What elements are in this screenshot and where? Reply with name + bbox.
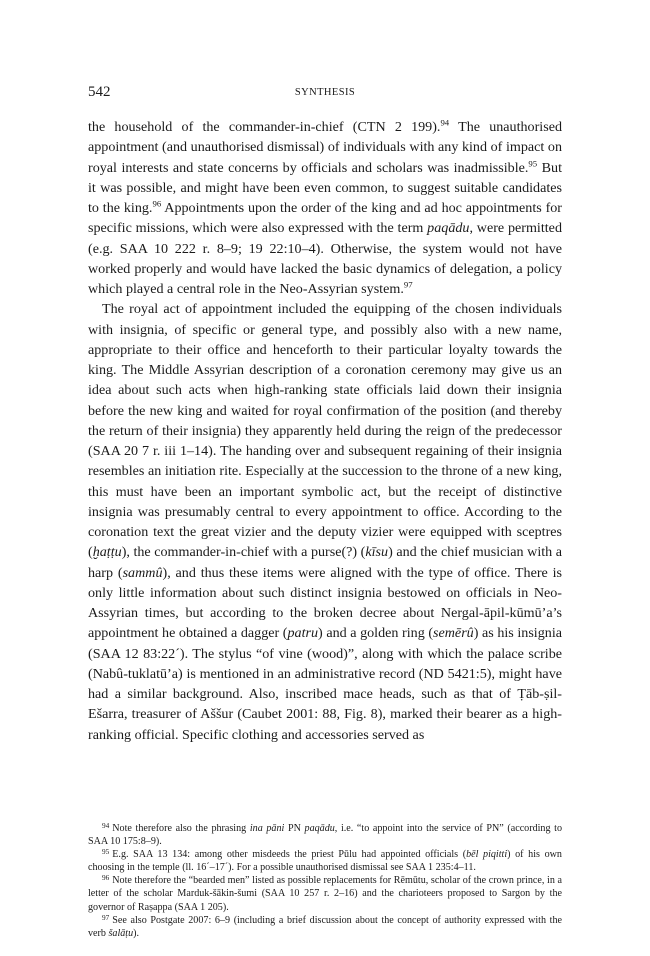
footnote-ref-96[interactable]: 96 bbox=[152, 198, 162, 209]
page-number: 542 bbox=[88, 84, 111, 100]
page-header bbox=[88, 84, 562, 104]
footnote-96: $^{96}$ Note therefore the “bearded men” listed as possible replacements for Rēmūtu, scholar of the crown prince, in a letter of the scholar Marduk-šākin-šumi (SAA 10 257 r. 2–16) and the charioteers proposed to Sargon by the governor of Raṣappa (SAA 1 205). bbox=[88, 874, 562, 913]
footnote-95: $^{95}$ E.g. SAA 13 134: among other misdeeds the priest Pūlu had appointed officials (bēl piqitti) of his own choosing in the temple (ll. 16´–17´). For a possible unauthorised dismissal see SAA 1 235:4–11. bbox=[88, 848, 562, 874]
main-text bbox=[88, 117, 562, 745]
paragraph-1: the household of the commander-in-chief (CTN 2 199).$^{94}$ The unauthorised appointment (and unauthorised dismissal) of individuals with any kind of impact on royal interests and state concerns by officials and scholars was inadmissible.$^{95}$ But it was possible, and might have been even common, to suggest suitable candidates to the king.$^{96}$ Appointments upon the order of the king and ad hoc appointments for specific missions, which were also expressed with the term paqādu, were permitted (e.g. SAA 10 222 r. 8–9; 19 22:10–4). Otherwise, the system would not have worked properly and would have lacked the basic dynamics of delegation, a policy which played a central role in the Neo-Assyrian system.$^{97}$ bbox=[88, 117, 562, 297]
footnotes bbox=[88, 822, 562, 940]
footnote-94: $^{94}$ Note therefore also the phrasing ina pāni PN paqādu, i.e. “to appoint into the service of PN” (according to SAA 10 175:8–9). bbox=[88, 821, 563, 848]
paragraph-2: The royal act of appointment included the equipping of the chosen individuals with insignia, of specific or general type, and possibly also with a new name, appropriate to their office and henceforth to their particular loyalty towards the king. The Middle Assyrian description of a coronation ceremony may give us an idea about such acts when high-ranking state officials laid down their insignia before the new king and waited for royal confirmation of the position (and thereby the return of their insignia) they apparently held during the reign of the predecessor (SAA 20 7 r. iii 1–14). The handing over and subsequent regaining of their insignia resembles an initiation rite. Especially at the succession to the throne of a new king, this must have been an important symbolic act, but the receipt of distinctive insignia was presumably central to every appointment to office. According to the coronation text the great vizier and the deputy vizier were equipped with sceptres (ḫaṭṭu), the commander-in-chief with a purse(?) (kīsu) and the chief musician with a harp (sammû), and thus these items were aligned with the type of office. There is only little information about such distinct insignia bestowed on officials in Neo-Assyrian times, but according to the broken decree about Nergal-āpil-kūmū’a’s appointment he obtained a dagger (patru) and a golden ring (semērû) as his insignia (SAA 12 83:22´). The stylus “of vine (wood)”, along with which the palace scribe (Nabû-tuklatū’a) is mentioned in an administrative record (ND 5421:5), might have had a similar background. Also, inscribed mace heads, such as that of Ṭāb-ṣil-Ešarra, treasurer of Aššur (Caubet 2001: 88, Fig. 8), marked their bearer as a high-ranking official. Specific clothing and accessories served as bbox=[88, 301, 563, 743]
running-head: SYNTHESIS bbox=[294, 87, 356, 98]
footnote-ref-95[interactable]: 95 bbox=[528, 158, 538, 169]
footnote-97: $^{97}$ See also Postgate 2007: 6–9 (including a brief discussion about the concept of authority expressed with the verb šalāṭu). bbox=[88, 913, 562, 939]
footnote-ref-97[interactable]: 97 bbox=[403, 279, 413, 290]
footnote-ref-94[interactable]: 94 bbox=[440, 117, 450, 128]
